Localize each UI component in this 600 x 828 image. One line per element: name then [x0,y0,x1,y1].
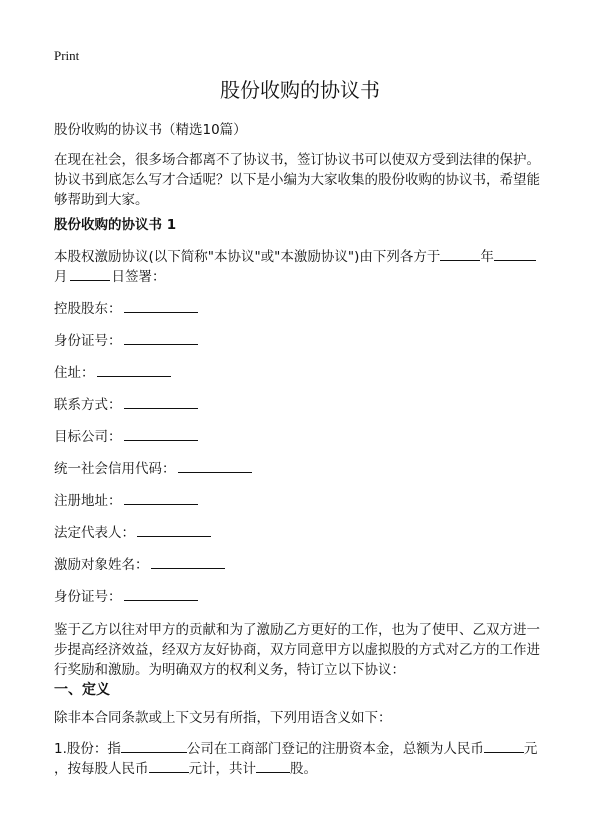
year-label: 年 [480,249,494,265]
field-label: 身份证号： [54,589,122,605]
form-field [54,426,198,447]
field-blank [124,330,198,345]
form-field [54,362,171,383]
definition-item-1-cont [54,758,317,779]
intro-line: 在现在社会，很多场合都离不了协议书，签订协议书可以使双方受到法律的保护。 [54,152,540,168]
form-field [54,490,198,511]
whereas-line: 行奖励和激励。为明确双方的权利义务，特订立以下协议： [54,662,405,678]
blank-day [70,266,110,281]
blank-year [440,246,480,261]
field-label: 激励对象姓名： [54,557,149,573]
agreement-intro-text: 本股权激励协议(以下简称"本协议"或"本激励协议")由下列各方于 [54,249,441,265]
field-label: 注册地址： [54,493,122,509]
field-label: 法定代表人： [54,525,135,541]
blank-per-share [149,758,189,773]
item-text: 公司在工商部门登记的注册资本金，总额为人民币 [186,741,484,757]
field-blank [178,458,252,473]
field-label: 住址： [54,365,95,381]
field-label: 联系方式： [54,397,122,413]
blank-amount [484,738,524,753]
form-field [54,554,225,575]
definitions-heading: 一、定义 [54,682,110,698]
whereas-line: 鉴于乙方以往对甲方的贡献和为了激励乙方更好的工作，也为了使甲、乙双方进一 [54,622,540,638]
form-field [54,330,198,351]
whereas-line: 步提高经济效益，经双方友好协商，双方同意甲方以虚拟股的方式对乙方的工作进 [54,642,540,658]
item-text: 股。 [290,761,317,777]
field-label: 统一社会信用代码： [54,461,176,477]
field-blank [124,298,198,313]
page-title: 股份收购的协议书 [220,78,380,102]
agreement-date-line [54,266,166,287]
intro-line: 协议书到底怎么写才合适呢？以下是小编为大家收集的股份收购的协议书，希望能 [54,172,540,188]
form-field [54,586,198,607]
field-blank [137,522,211,537]
field-blank [151,554,225,569]
definition-item-1 [54,738,537,759]
blank-shares [256,758,290,773]
form-field [54,522,211,543]
agreement-intro-line [54,246,536,267]
blank-company [121,738,187,753]
blank-month [494,246,536,261]
form-field [54,298,198,319]
section-heading: 股份收购的协议书 1 [54,217,177,233]
field-blank [124,426,198,441]
field-blank [124,394,198,409]
definitions-intro: 除非本合同条款或上下文另有所指，下列用语含义如下： [54,710,392,726]
field-blank [124,490,198,505]
item-text: 1.股份：指 [54,741,121,757]
print-link[interactable]: Print [54,48,80,63]
month-label: 月 [54,269,68,285]
item-text: 元计，共计 [188,761,256,777]
field-label: 目标公司： [54,429,122,445]
intro-line: 够帮助到大家。 [54,192,149,208]
item-text: ，按每股人民币 [54,761,149,777]
item-text: 元 [523,741,538,757]
field-label: 身份证号： [54,333,122,349]
field-blank [97,362,171,377]
form-field [54,458,252,479]
form-field [54,394,198,415]
document-subtitle: 股份收购的协议书（精选10篇） [54,122,247,138]
field-label: 控股股东： [54,301,122,317]
field-blank [124,586,198,601]
day-signed-label: 日签署： [111,269,166,285]
